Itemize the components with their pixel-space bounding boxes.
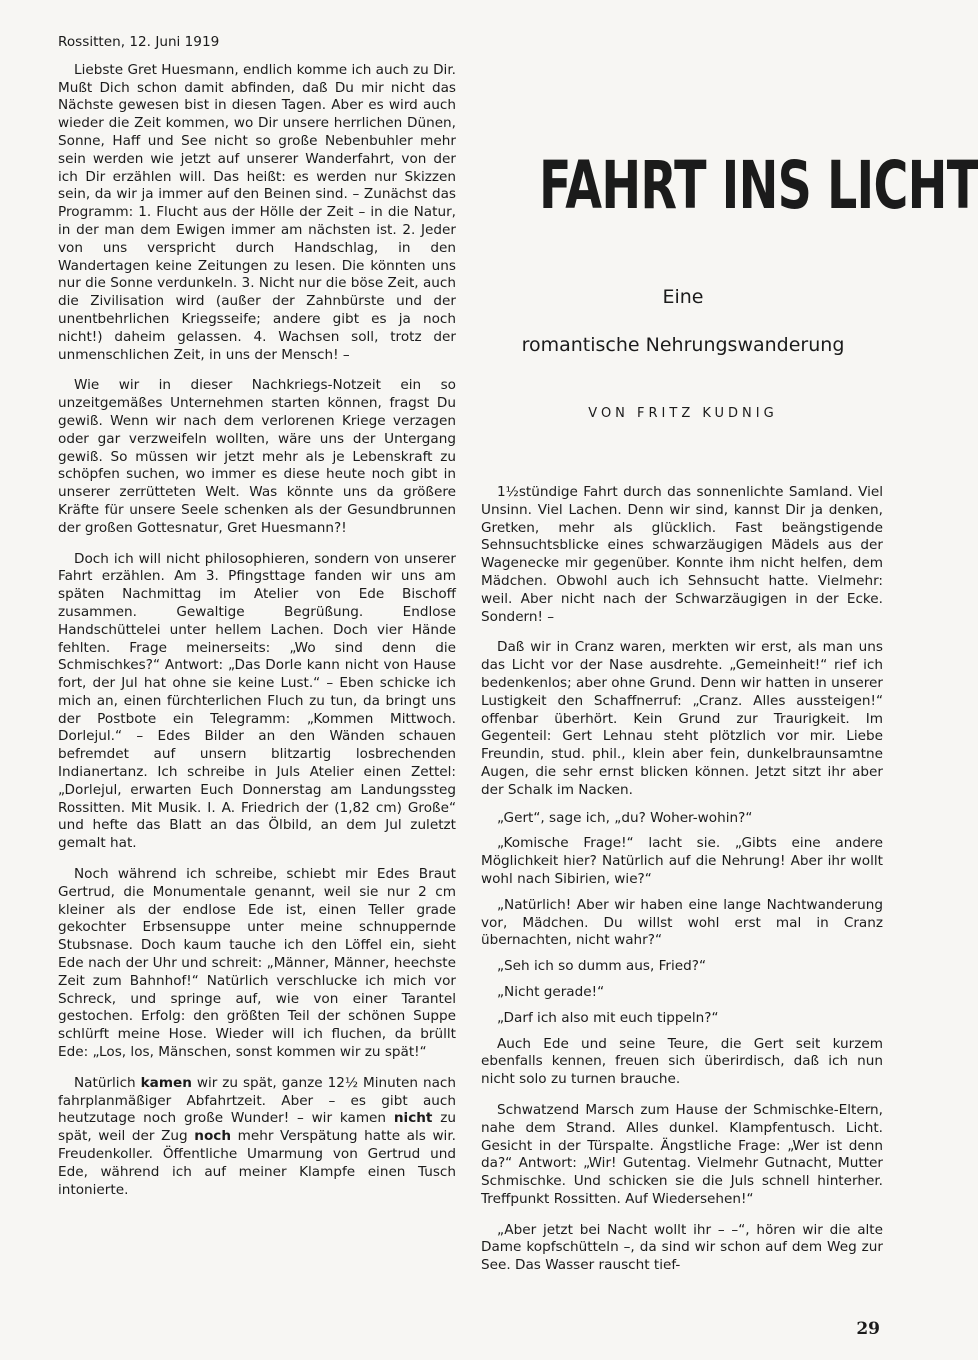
emphasis-text: noch (194, 1128, 232, 1145)
dialog-line: „Nicht gerade!“ (497, 983, 605, 1000)
text-run: Natürlich (74, 1074, 141, 1091)
dialog-line: „Natürlich! Aber wir haben eine lange Nachtwanderung vor, Mädchen. Du willst wohl erst mal in Cranz übernachten, nicht wahr?“ (481, 896, 883, 949)
right-column (481, 484, 883, 1288)
paragraph: Noch während ich schreibe, schiebt mir Edes Braut Gertrud, die Monumentale genannt, weil sie nur 2 cm kleiner als der endlose Ede ist, einen Teller grade gekochter Erbsensuppe unter meine schnuppernde Stubsnase. Doch kaum tauche ich den Löffel ein, sieht Ede nach der Uhr und schreit: „Männer, Männer, heechste Zeit zum Bahnhof!“ Natürlich verschlucke ich mich vor Schreck, und springe auf, wie von einer Tarantel gestochen. Erfolg: den größten Teil der schönen Suppe schlürft meine Hose. Wieder will ich fluchen, da brüllt Ede: „Los, los, Mänschen, sonst kommen wir zu spät!“ (58, 866, 456, 1061)
paragraph: 1½stündige Fahrt durch das sonnenlichte Samland. Viel Unsinn. Viel Lachen. Denn wir sind, kannst Dir ja denken, Gretken, mehr als glücklich. Fast beängstigende Sehnsuchtsblicke eines schwarzäugigen Mädels aus der Wagenecke mir gegenüber. Konnte ihm nicht helfen, dem Mädchen. Obwohl auch ich Sehnsucht hatte. Vielmehr: weil. Aber nicht nach der Schwarzäugigen in der Ecke. Sondern! – (481, 484, 883, 625)
paragraph: Doch ich will nicht philosophieren, sondern von unserer Fahrt erzählen. Am 3. Pfingsttage fanden wir uns am späten Nachmittag im Atelier von Ede Bischoff zusammen. Gewaltige Begrüßung. Endlose Handschüttelei unter hellem Lachen. Doch vier Hände fehlten. Frage meinerseits: „Wo sind denn die Schmischkes?“ Antwort: „Das Dorle kann nicht von Hause fort, der Jul hat ohne sie keine Lust.“ – Eben schicke ich mich an, einen fürchterlichen Fluch zu tun, da bringt uns der Postbote ein Telegramm: „Kommen Mittwoch. Dorlejul.“ – Edes Bilder an den Wänden schauen befremdet auf unsern blitzartig losbrechenden Indianertanz. Ich schreibe in Juls Atelier einen Zettel: „Dorlejul, erwarten Euch Donnerstag am Landungssteg Rossitten. Mit Musik. I. A. Friedrich der (1,82 cm) Große“ und hefte das Blatt an das Ölbild, an dem Jul zuletzt gemalt hat. (58, 550, 456, 852)
dateline: Rossitten, 12. Juni 1919 (58, 34, 220, 50)
dialog-line: „Seh ich so dumm aus, Fried?“ (497, 958, 707, 975)
text-run: wir zu spät, ganze 12½ Minuten nach fahrplanmäßiger Abfahrtzeit. Aber – es gibt auch heutzutage noch große Wunder! – wir kamen (58, 1074, 457, 1127)
dialog-line: „Gert“, sage ich, „du? Woher-wohin?“ (497, 809, 753, 826)
paragraph (58, 1075, 456, 1200)
paragraph: „Aber jetzt bei Nacht wollt ihr – –“, hören wir die alte Dame kopfschütteln –, da sind wir schon auf dem Weg zur See. Das Wasser rauscht tief- (481, 1221, 883, 1274)
page-number: 29 (856, 1319, 880, 1339)
article-subtitle-line-1: Eine (662, 286, 704, 308)
dialog-line: „Komische Frage!“ lacht sie. „Gibts eine andere Möglichkeit hier? Natürlich auf die Nehrung! Aber ihr wollt wohl nach Sibirien, wie?“ (481, 835, 883, 887)
paragraph: Schwatzend Marsch zum Hause der Schmischke-Eltern, nahe dem Strand. Alles dunkel. Klampfentusch. Licht. Gesicht in der Türspalte. Ängstliche Frage: „Wer ist denn da?“ Antwort: „Wir! Gutentag. Vielmehr Gutnacht, Mutter Schmischke. Und schicken sie die Juls schnell hinterher. Treffpunkt Rossitten. Auf Wiedersehen!“ (481, 1101, 883, 1207)
left-column (58, 34, 456, 1212)
paragraph: Wie wir in dieser Nachkriegs-Notzeit ein so unzeitgemäßes Unternehmen starten können, fragst Du gewiß. Wenn wir nach dem verlorenen Kriege verzagen oder gar verzweifeln wollten, wäre uns der Untergang gewiß. So müssen wir jetzt mehr als je Lebenskraft zu schöpfen suchen, wo immer es diese heute noch gibt in unserer zerrütteten Welt. Was könnte uns da größere Kräfte für unsere Seele schenken als der Gesundbrunnen der großen Gottesnatur, Gret Huesmann?! (58, 377, 456, 536)
emphasis-text: kamen (140, 1074, 192, 1091)
paragraph: Liebste Gret Huesmann, endlich komme ich auch zu Dir. Mußt Dich schon damit abfinden, daß Du mir nicht das Nächste gewesen bist in diesen Tagen. Aber es wird auch wieder die Zeit kommen, wo Dir unsere herrlichen Dünen, Sonne, Haff und See nicht so große Nebenbuhler mehr sein werden wie jetzt auf unserer Wanderfahrt, von der ich Dir erzählen will. Das heißt: es werden nur Skizzen sein, da wir ja immer auf den Beinen sind. – Zunächst das Programm: 1. Flucht aus der Hölle der Zeit – in die Natur, in der man dem Ewigen immer am nächsten ist. 2. Jeder von uns verspricht durch Handschlag, in den Wandertagen keine Zeitungen zu lesen. Die könnten uns nur die Sonne verdunkeln. 3. Nicht nur die böse Zeit, auch die Zivilisation wird (außer der Zahnbürste und der unentbehrlichen Kriegsseife; andere gibt es ja noch nicht!) daheim gelassen. 4. Wachsen soll, trotz der unmenschlichen Zeit, in uns der Mensch! – (58, 61, 456, 363)
dialog-line: „Darf ich also mit euch tippeln?“ (497, 1009, 719, 1026)
text-run: zu spät, weil der Zug (58, 1110, 456, 1145)
emphasis-text: nicht (393, 1110, 433, 1127)
paragraph: Auch Ede und seine Teure, die Gert seit kurzem ebenfalls kennen, freuen sich überirdisch, daß ich nun nicht solo zu turnen brauche. (481, 1035, 883, 1088)
paragraph: Daß wir in Cranz waren, merkten wir erst, als man uns das Licht vor der Nase ausdrehte. „Gemeinheit!“ rief ich bedenkenlos; aber ohne Grund. Denn wir hatten in unserer Lustigkeit den Schaffnerruf: „Cranz. Alles aussteigen!“ offenbar überhört. Kein Grund zur Traurigkeit. Im Gegenteil: Gert Lehnau steht plötzlich vor mir. Liebe Freundin, stud. phil., klein aber fein, dunkelbraunsamtne Augen, die sehr ernst blicken können. Jetzt sitzt ihr aber der Schalk im Nacken. (481, 639, 883, 798)
text-run: mehr Verspätung hatte als wir. Freudenkoller. Öffentliche Umarmung von Gertrud und Ede, während ich auf meiner Klampfe einen Tusch intonierte. (58, 1128, 457, 1198)
author-byline: VON FRITZ KUDNIG (588, 406, 778, 421)
article-subtitle-line-2: romantische Nehrungswanderung (521, 334, 845, 356)
article-title: FAHRT INS LICHT (539, 147, 978, 224)
